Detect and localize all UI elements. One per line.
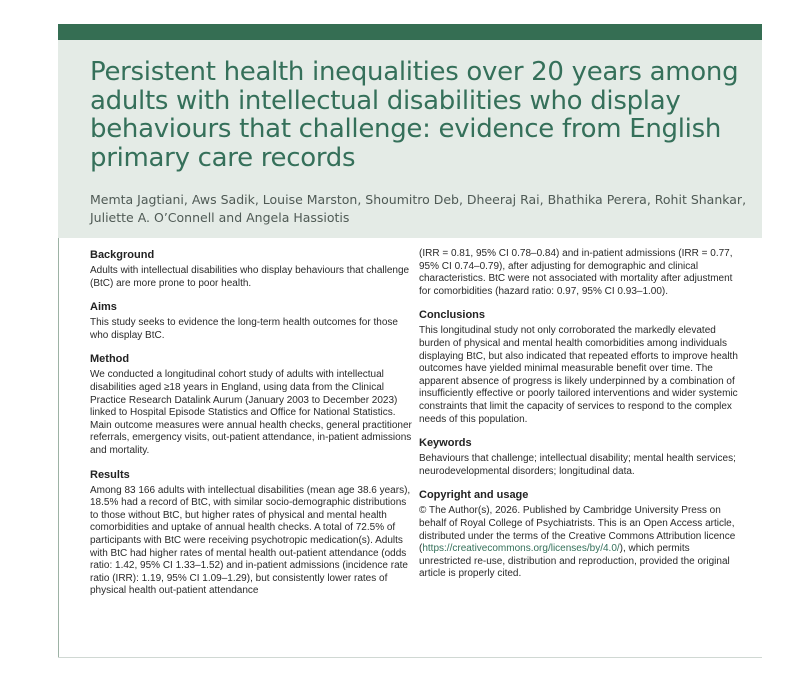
background-heading: Background bbox=[90, 249, 155, 261]
method-heading: Method bbox=[90, 353, 130, 366]
article-title: Persistent health inequalities over 20 years among adults with intellectual disabilities who display behaviours that challenge: evidence from English primary care records bbox=[90, 57, 739, 173]
keywords-text: Behaviours that challenge; intellectual disability; mental health services; neurodevelopmental disorders; longitudinal data. bbox=[419, 453, 736, 477]
author-list bbox=[90, 191, 750, 227]
abstract-left-rule bbox=[58, 238, 59, 658]
copyright-section bbox=[419, 488, 741, 581]
results-text: Among 83 166 adults with intellectual disabilities (mean age 38.6 years), 18.5% had a record of BtC, with similar socio-demographic distributions to those without BtC, but higher rates of physical and mental health comorbidities and uptake of annual health checks. A total of 72.5% of participants with BtC were receiving psychotropic medication(s). Adults with BtC had higher rates of mental health out-patient attendance (odds ratio: 1.42, 95% CI 1.33–1.52) and in-patient admissions (incidence rate ratio (IRR): 1.19, 95% CI 1.09–1.29), but consistently lower rates of physical health out-patient attendance bbox=[90, 484, 411, 597]
background-section bbox=[90, 248, 412, 290]
copyright-text-after: ), which permits unrestricted re-use, distribution and reproduction, provided the original article is properly cited. bbox=[419, 543, 730, 580]
background-text: Adults with intellectual disabilities who display behaviours that challenge (BtC) are more prone to poor health. bbox=[90, 265, 410, 289]
method-text: We conducted a longitudinal cohort study of adults with intellectual disabilities aged ≥18 years in England, using data from the Clinical Practice Research Datalink Aurum (January 2003 to December 2023) linked to Hospital Episode Statistics and Office for National Statistics. Main outcome measures were annual health checks, general practitioner referrals, emergency visits, out-patient attendance, in-patient admissions and mortality. bbox=[90, 369, 412, 456]
authors-line-1: Memta Jagtiani, Aws Sadik, Louise Marston, Shoumitro Deb, Dheeraj Rai, Bhathika Perera, Rohit Shankar, bbox=[90, 192, 747, 207]
aims-heading: Aims bbox=[90, 301, 117, 314]
abstract-bottom-rule bbox=[58, 657, 762, 658]
results-section bbox=[90, 468, 412, 598]
aims-section bbox=[90, 300, 412, 342]
abstract-right-column bbox=[419, 248, 741, 591]
results-heading: Results bbox=[90, 468, 130, 481]
keywords-section bbox=[419, 436, 741, 478]
keywords-heading: Keywords bbox=[419, 437, 472, 450]
copyright-heading: Copyright and usage bbox=[419, 489, 529, 502]
authors-line-2: Juliette A. O’Connell and Angela Hassiotis bbox=[90, 210, 350, 225]
abstract-left-column bbox=[90, 248, 412, 608]
journal-top-bar bbox=[58, 24, 762, 40]
results-continuation-section bbox=[419, 248, 741, 298]
aims-text: This study seeks to evidence the long-term health outcomes for those who display BtC. bbox=[90, 317, 398, 341]
results-continuation-text: (IRR = 0.81, 95% CI 0.78–0.84) and in-patient admissions (IRR = 0.77, 95% CI 0.74–0.79), after adjusting for demographic and clinical characteristics. BtC were not associated with mortality after adjustment for comorbidities (hazard ratio: 0.97, 95% CI 0.93–1.00). bbox=[419, 248, 733, 297]
conclusions-section bbox=[419, 308, 741, 426]
conclusions-heading: Conclusions bbox=[419, 309, 486, 322]
method-section bbox=[90, 352, 412, 457]
copyright-text-before: © The Author(s), 2026. Published by Cambridge University Press on behalf of Royal College of Psychiatrists. This is an Open Access article, distributed under the terms of the Creative Commons Attribution licence ( bbox=[419, 505, 736, 555]
licence-link[interactable]: https://creativecommons.org/licenses/by/4.0/ bbox=[422, 543, 620, 555]
conclusions-text: This longitudinal study not only corroborated the markedly elevated burden of physical and mental health comorbidities among individuals displaying BtC, but also indicated that repeated efforts to improve health outcomes have yielded minimal measurable benefit over time. The apparent absence of progress is likely underpinned by a combination of insufficiently effective or poorly tailored interventions and wider systemic constraints that limit the capacity of services to respond to the complex needs of this population. bbox=[419, 325, 738, 425]
copyright-text bbox=[419, 505, 741, 581]
